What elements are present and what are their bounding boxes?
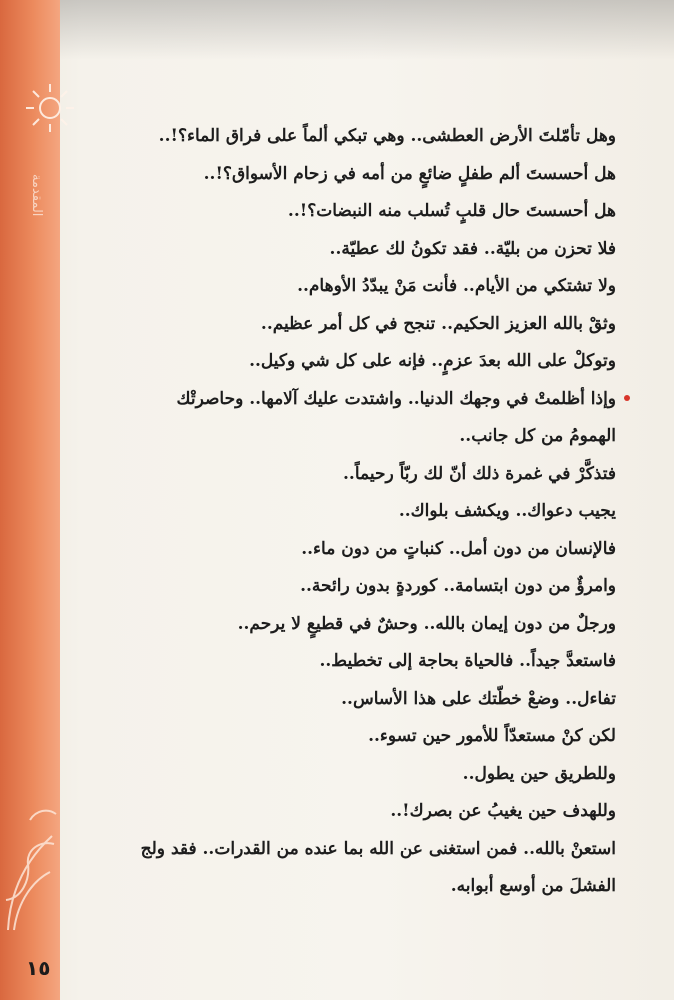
text-line: وهل تأمّلتَ الأرض العطشى.. وهي تبكي ألماً على فراق الماء؟!.. bbox=[158, 126, 616, 146]
paragraph-bullet-icon bbox=[624, 395, 630, 401]
swirl-ornament-icon bbox=[0, 780, 60, 940]
text-line: وللطريق حين يطول.. bbox=[462, 763, 616, 784]
text-line: وثقْ بالله العزيز الحكيم.. تنجح في كل أمر عظيم.. bbox=[260, 313, 616, 334]
text-line: هل أحسستَ حال قلبٍ تُسلب منه النبضات؟!.. bbox=[287, 201, 616, 221]
text-line: استعنْ بالله.. فمن استغنى عن الله بما عنده من القدرات.. فقد ولج bbox=[140, 838, 616, 859]
text-line: فتذكَّرْ في غمرة ذلك أنّ لك ربّاً رحيماً.. bbox=[343, 463, 616, 484]
body-text bbox=[96, 118, 616, 906]
text-line: الفشلَ من أوسع أبوابه. bbox=[450, 876, 616, 896]
text-line: فاستعدَّ جيداً.. فالحياة بحاجة إلى تخطيط.. bbox=[319, 651, 616, 671]
sun-ornament-icon bbox=[22, 80, 78, 136]
text-line: وامرؤٌ من دون ابتسامة.. كوردةٍ بدون رائحة.. bbox=[300, 576, 616, 596]
text-line-content: وإذا أظلمتْ في وجهك الدنيا.. واشتدت عليك آلامها.. وحاصرتْك bbox=[176, 388, 616, 409]
text-line: فالإنسان من دون أمل.. كنباتٍ من دون ماء.. bbox=[301, 538, 616, 559]
text-line: يجيب دعواك.. ويكشف بلواك.. bbox=[398, 501, 616, 521]
text-line: وللهدف حين يغيبُ عن بصرك!.. bbox=[390, 801, 616, 821]
text-line: وتوكلْ على الله بعدَ عزمٍ.. فإنه على كل شي وكيل.. bbox=[249, 351, 616, 371]
text-line: الهمومُ من كل جانب.. bbox=[459, 426, 616, 446]
text-line-bulleted bbox=[96, 381, 616, 419]
page-number: ١٥ bbox=[26, 956, 51, 980]
text-line: ولا تشتكي من الأيام.. فأنت مَنْ يبدّدُ الأوهام.. bbox=[297, 276, 616, 296]
chapter-side-label: المقدمة bbox=[29, 173, 44, 217]
text-line: فلا تحزن من بليّة.. فقد تكونُ لك عطيّة.. bbox=[329, 238, 616, 259]
text-line: هل أحسستَ ألم طفلٍ ضائعٍ من أمه في زحام الأسواق؟!.. bbox=[203, 163, 616, 184]
text-line: لكن كنْ مستعدّاً للأمور حين تسوء.. bbox=[368, 726, 616, 746]
text-line: تفاءل.. وضعْ خطّتك على هذا الأساس.. bbox=[341, 688, 616, 709]
text-line: ورجلٌ من دون إيمان بالله.. وحشٌ في قطيعٍ لا يرحم.. bbox=[237, 613, 616, 634]
top-shadow bbox=[0, 0, 674, 60]
